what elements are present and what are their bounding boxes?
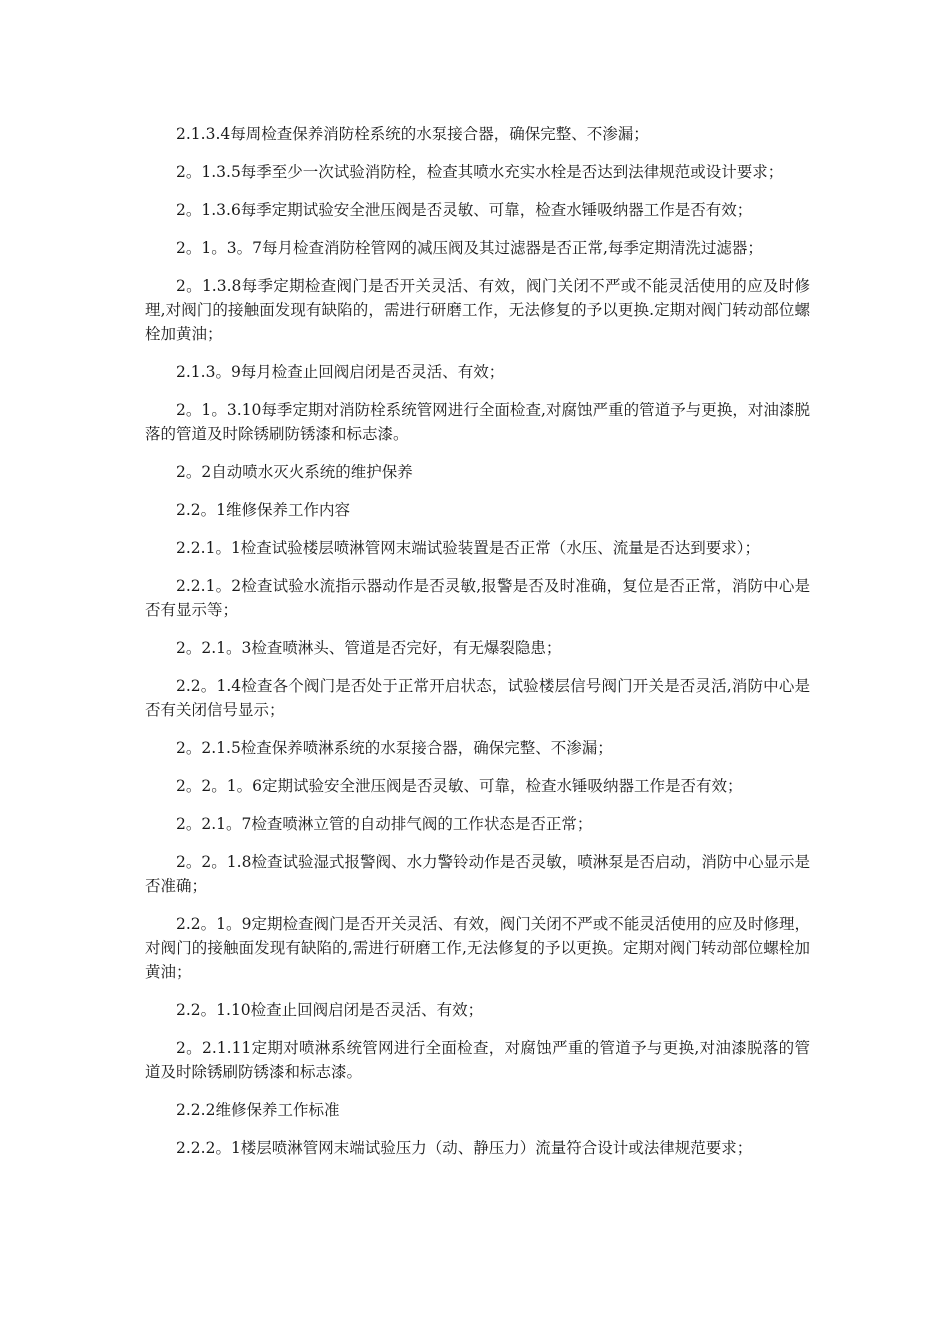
paragraph: 2。1.3.8每季定期检查阀门是否开关灵活、有效，阀门关闭不严或不能灵活使用的应及时修理,对阀门的接触面发现有缺陷的，需进行研磨工作，无法修复的予以更换.定期对阀门转动部位螺栓加黄油；: [145, 277, 810, 343]
paragraph: 2。1。3.10每季定期对消防栓系统管网进行全面检查,对腐蚀严重的管道予与更换，对油漆脱落的管道及时除锈刷防锈漆和标志漆。: [145, 401, 810, 443]
paragraph: 2。2。1.8检查试验湿式报警阀、水力警铃动作是否灵敏，喷淋泵是否启动，消防中心显示是否准确；: [145, 853, 810, 895]
paragraph: 2。2.1。7检查喷淋立管的自动排气阀的工作状态是否正常；: [176, 815, 593, 833]
paragraph: 2.1.3.4每周检查保养消防栓系统的水泵接合器，确保完整、不渗漏；: [176, 125, 649, 143]
subsection-heading: 2.2.2维修保养工作标准: [176, 1101, 340, 1119]
subsection-heading: 2.2。1维修保养工作内容: [176, 501, 351, 519]
paragraph: 2.2.2。1楼层喷淋管网末端试验压力（动、静压力）流量符合设计或法律规范要求；: [176, 1139, 753, 1157]
paragraph: 2。2。1。6定期试验安全泄压阀是否灵敏、可靠，检查水锤吸纳器工作是否有效；: [176, 777, 743, 795]
paragraph: 2。1。3。7每月检查消防栓管网的减压阀及其过滤器是否正常,每季定期清洗过滤器；: [176, 239, 763, 257]
paragraph: 2。2.1。3检查喷淋头、管道是否完好，有无爆裂隐患；: [176, 639, 562, 657]
paragraph: 2。1.3.5每季至少一次试验消防栓，检查其喷水充实水栓是否达到法律规范或设计要求；: [176, 163, 784, 181]
paragraph: 2.2.1。2检查试验水流指示器动作是否灵敏,报警是否及时准确，复位是否正常，消防中心是否有显示等；: [145, 577, 810, 619]
document-body: [145, 122, 810, 1174]
section-heading: 2。2自动喷水灭火系统的维护保养: [176, 463, 413, 481]
paragraph: 2。1.3.6每季定期试验安全泄压阀是否灵敏、可靠，检查水锤吸纳器工作是否有效；: [176, 201, 753, 219]
paragraph: 2.2。1.10检查止回阀启闭是否灵活、有效；: [176, 1001, 484, 1019]
paragraph: 2。2.1.11定期对喷淋系统管网进行全面检查，对腐蚀严重的管道予与更换,对油漆脱落的管道及时除锈刷防锈漆和标志漆。: [145, 1039, 810, 1081]
paragraph: 2.1.3。9每月检查止回阀启闭是否灵活、有效；: [176, 363, 505, 381]
paragraph: 2。2.1.5检查保养喷淋系统的水泵接合器，确保完整、不渗漏；: [176, 739, 613, 757]
paragraph: 2.2.1。1检查试验楼层喷淋管网末端试验装置是否正常（水压、流量是否达到要求）；: [176, 539, 761, 557]
paragraph: 2.2。1。9定期检查阀门是否开关灵活、有效，阀门关闭不严或不能灵活使用的应及时修理，对阀门的接触面发现有缺陷的,需进行研磨工作,无法修复的予以更换。定期对阀门转动部位螺栓加黄油；: [145, 915, 810, 981]
paragraph: 2.2。1.4检查各个阀门是否处于正常开启状态，试验楼层信号阀门开关是否灵活,消防中心是否有关闭信号显示；: [145, 677, 810, 719]
